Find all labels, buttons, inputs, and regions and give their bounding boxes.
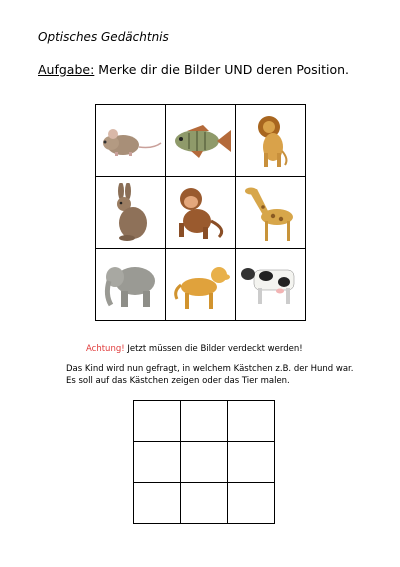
grid-cell: [96, 249, 166, 321]
monkey-icon: [169, 185, 233, 241]
empty-cell: [181, 401, 228, 442]
task-text: [38, 62, 368, 78]
empty-cell: [228, 401, 275, 442]
elephant-icon: [101, 259, 161, 311]
cow-icon: [240, 262, 302, 308]
empty-cell: [181, 483, 228, 524]
lion-icon: [251, 113, 291, 169]
empty-cell: [228, 442, 275, 483]
page-title: Optisches Gedächtnis: [38, 30, 169, 44]
empty-cell: [228, 483, 275, 524]
giraffe-icon: [243, 183, 299, 243]
grid-cell: [96, 177, 166, 249]
warning-message: Jetzt müssen die Bilder verdeckt werden!: [124, 344, 303, 354]
grid-cell: [236, 249, 306, 321]
instructions: [66, 363, 386, 387]
grid-cell: [166, 105, 236, 177]
rabbit-icon: [109, 183, 153, 243]
empty-grid: [133, 400, 275, 524]
instruction-line-2: Es soll auf das Kästchen zeigen oder das Tier malen.: [66, 376, 290, 386]
grid-cell: [166, 177, 236, 249]
task-label: Aufgabe:: [38, 62, 95, 77]
grid-cell: [236, 105, 306, 177]
warning-label: Achtung!: [86, 344, 125, 354]
instruction-line-1: Das Kind wird nun gefragt, in welchem Kästchen z.B. der Hund war.: [66, 364, 354, 374]
animal-grid: [95, 104, 306, 321]
dog-icon: [169, 259, 233, 311]
empty-cell: [181, 442, 228, 483]
grid-cell: [166, 249, 236, 321]
warning-text: [86, 344, 303, 354]
empty-cell: [134, 401, 181, 442]
mouse-icon: [99, 121, 163, 161]
grid-cell: [236, 177, 306, 249]
fish-icon: [169, 121, 233, 161]
grid-cell: [96, 105, 166, 177]
task-description: Merke dir die Bilder UND deren Position.: [94, 62, 350, 77]
empty-cell: [134, 483, 181, 524]
empty-cell: [134, 442, 181, 483]
